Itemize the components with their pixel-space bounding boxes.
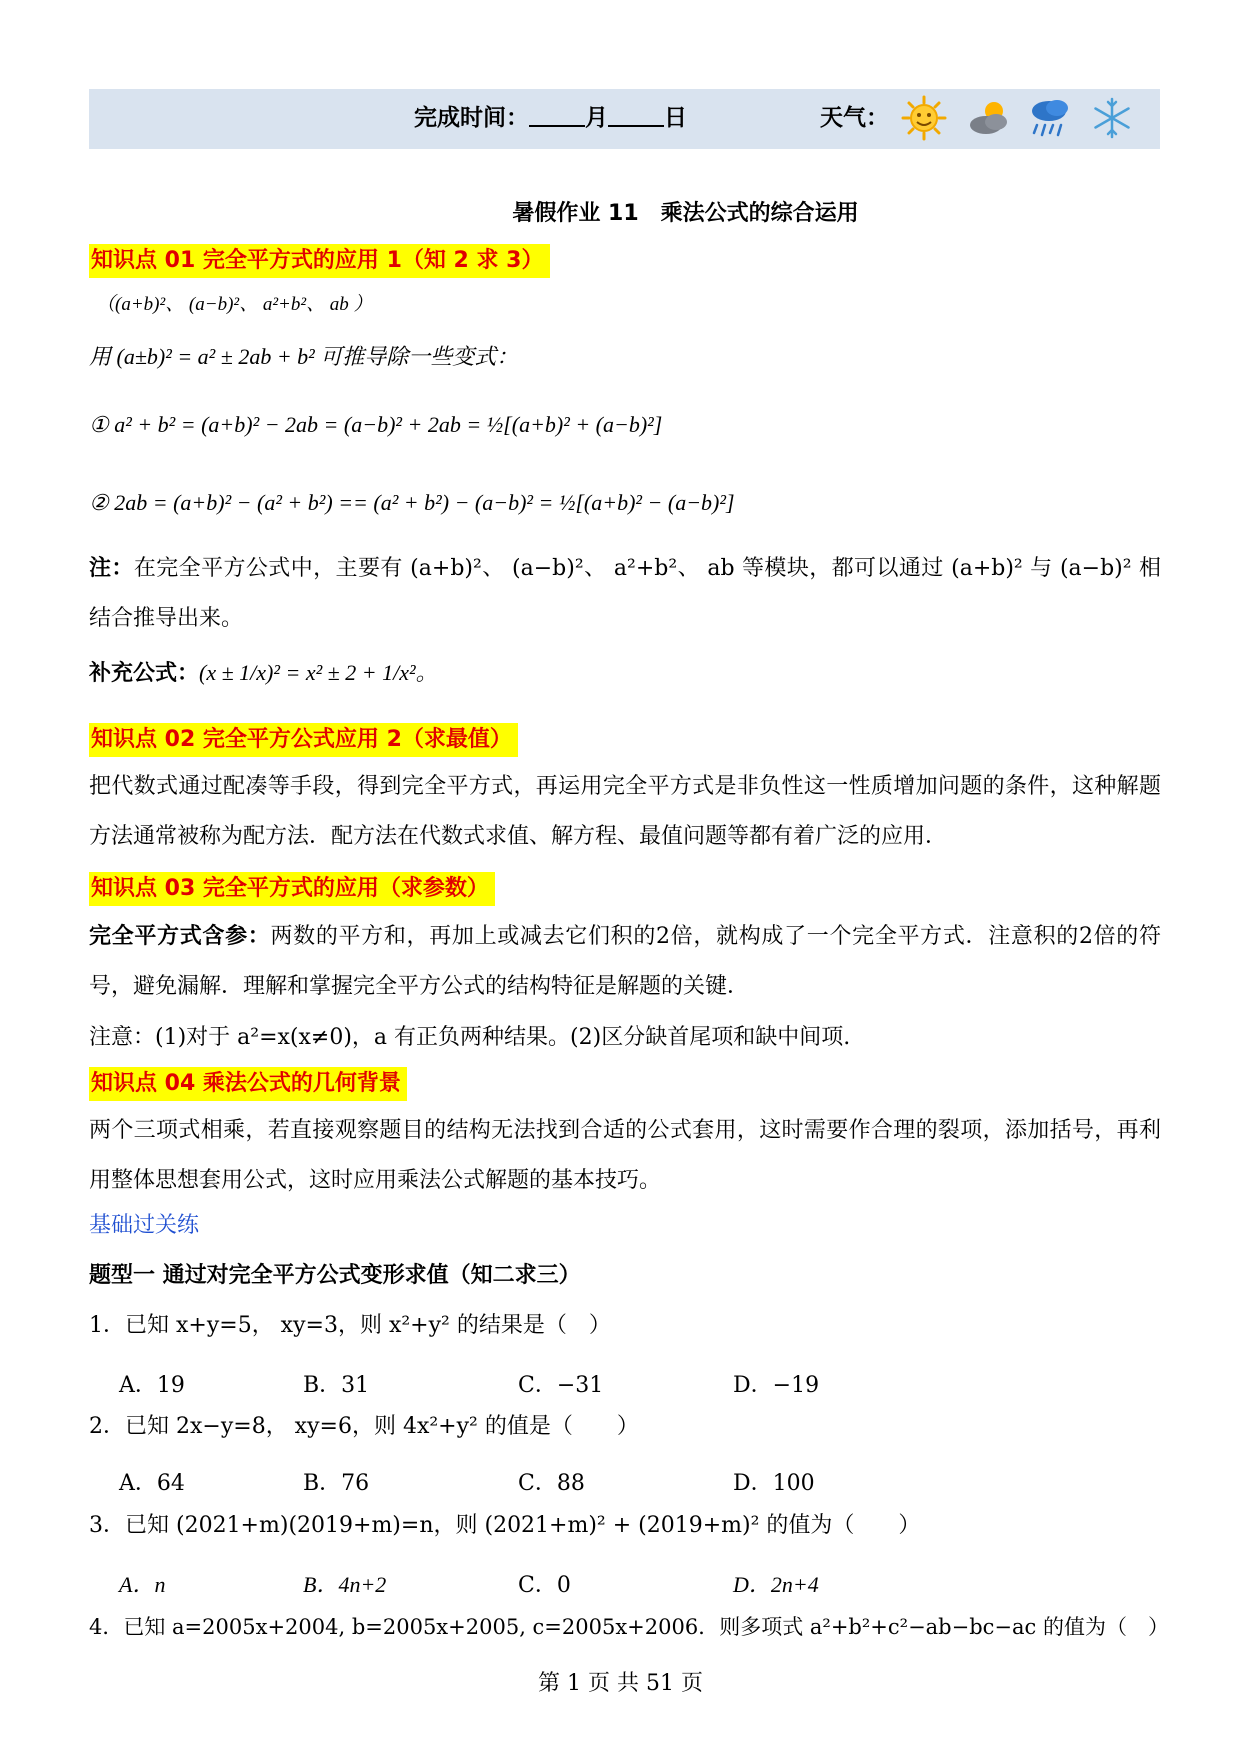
kp1-formula-1: ① a² + b² = (a+b)² − 2ab = (a−b)² + 2ab = ½[(a+b)² + (a−b)²] xyxy=(89,412,663,437)
q2-option-c: C．88 xyxy=(518,1471,585,1496)
question-4: 4．已知 a=2005x+2004, b=2005x+2005, c=2005x+2006．则多项式 a²+b²+c²−ab−bc−ac 的值为（ ） xyxy=(89,1615,1169,1639)
day-label: 日 xyxy=(664,105,687,131)
kp3-note: 注意：(1)对于 a²=x(x≠0)，a 有正负两种结果。(2)区分缺首尾项和缺中间项. xyxy=(89,1025,851,1050)
kp3-body: 两数的平方和，再加上或减去它们积的2倍，就构成了一个完全平方式．注意积的2倍的符号，避免漏解．理解和掌握完全平方公式的结构特征是解题的关键． xyxy=(89,924,1161,999)
supplement-formula: (x ± 1/x)² = x² ± 2 + 1/x²。 xyxy=(199,660,438,685)
question-type-1: 题型一 通过对完全平方公式变形求值（知二求三） xyxy=(89,1263,581,1288)
supplement-label: 补充公式： xyxy=(89,661,200,686)
q3-option-a: A．n xyxy=(119,1572,166,1597)
rain-icon xyxy=(1027,95,1073,141)
kp1-modules: （(a+b)²、 (a−b)²、 a²+b²、 ab ） xyxy=(96,294,373,315)
date-label: 完成时间： xyxy=(414,105,529,131)
question-2: 2．已知 2x−y=8， xy=6，则 4x²+y² 的值是（ ） xyxy=(89,1414,639,1439)
q2-option-a: A．64 xyxy=(119,1471,185,1496)
kp1-formula-2: ② 2ab = (a+b)² − (a² + b²) == (a² + b²) − (a−b)² = ½[(a+b)² − (a−b)²] xyxy=(89,490,735,515)
q1-option-b: B．31 xyxy=(303,1373,370,1398)
question-3: 3．已知 (2021+m)(2019+m)=n，则 (2021+m)² + (2019+m)² 的值为（ ） xyxy=(89,1513,921,1538)
page-title: 暑假作业 11 乘法公式的综合运用 xyxy=(512,201,859,226)
day-blank xyxy=(608,103,664,127)
completion-date xyxy=(414,99,687,132)
snow-icon xyxy=(1089,95,1135,141)
q3-option-b: B．4n+2 xyxy=(303,1572,387,1597)
kp2-text: 把代数式通过配凑等手段，得到完全平方式，再运用完全平方式是非负性这一性质增加问题的条件，这种解题方法通常被称为配方法．配方法在代数式求值、解方程、最值问题等都有着广泛的应用． xyxy=(89,774,1161,849)
kp1-note xyxy=(89,544,1161,644)
sun-icon xyxy=(901,95,947,141)
practice-heading: 基础过关练 xyxy=(89,1213,200,1238)
kp3-heading: 知识点 03 完全平方式的应用（求参数） xyxy=(89,872,495,906)
q1-option-d: D．−19 xyxy=(733,1373,820,1398)
month-label: 月 xyxy=(585,105,608,131)
cloudy-icon xyxy=(966,95,1012,141)
q1-option-c: C．−31 xyxy=(518,1373,604,1398)
question-1: 1．已知 x+y=5， xy=3，则 x²+y² 的结果是（ ） xyxy=(89,1313,611,1338)
q1-option-a: A．19 xyxy=(119,1373,185,1398)
q3-option-d: D．2n+4 xyxy=(733,1572,819,1597)
note-text: 在完全平方公式中，主要有 (a+b)²、 (a−b)²、 a²+b²、 ab 等模块，都可以通过 (a+b)² 与 (a−b)² 相结合推导出来。 xyxy=(89,556,1161,631)
kp4-heading: 知识点 04 乘法公式的几何背景 xyxy=(89,1067,407,1101)
kp3-text xyxy=(89,912,1161,1012)
q2-option-b: B．76 xyxy=(303,1471,370,1496)
kp1-heading: 知识点 01 完全平方式的应用 1（知 2 求 3） xyxy=(89,244,550,278)
month-blank xyxy=(529,103,585,127)
q2-option-d: D．100 xyxy=(733,1471,815,1496)
header-bar xyxy=(89,89,1160,149)
page-footer: 第 1 页 共 51 页 xyxy=(538,1671,703,1696)
kp1-supplement xyxy=(89,658,438,689)
kp2-heading: 知识点 02 完全平方公式应用 2（求最值） xyxy=(89,723,518,757)
q3-option-c: C．0 xyxy=(518,1573,571,1598)
kp3-label: 完全平方式含参： xyxy=(89,924,271,949)
weather-label: 天气： xyxy=(820,105,889,131)
kp4-text: 两个三项式相乘，若直接观察题目的结构无法找到合适的公式套用，这时需要作合理的裂项，添加括号，再利用整体思想套用公式，这时应用乘法公式解题的基本技巧。 xyxy=(89,1118,1161,1193)
note-label: 注： xyxy=(89,556,134,581)
kp1-intro: 用 (a±b)² = a² ± 2ab + b² 可推导除一些变式： xyxy=(89,344,519,369)
